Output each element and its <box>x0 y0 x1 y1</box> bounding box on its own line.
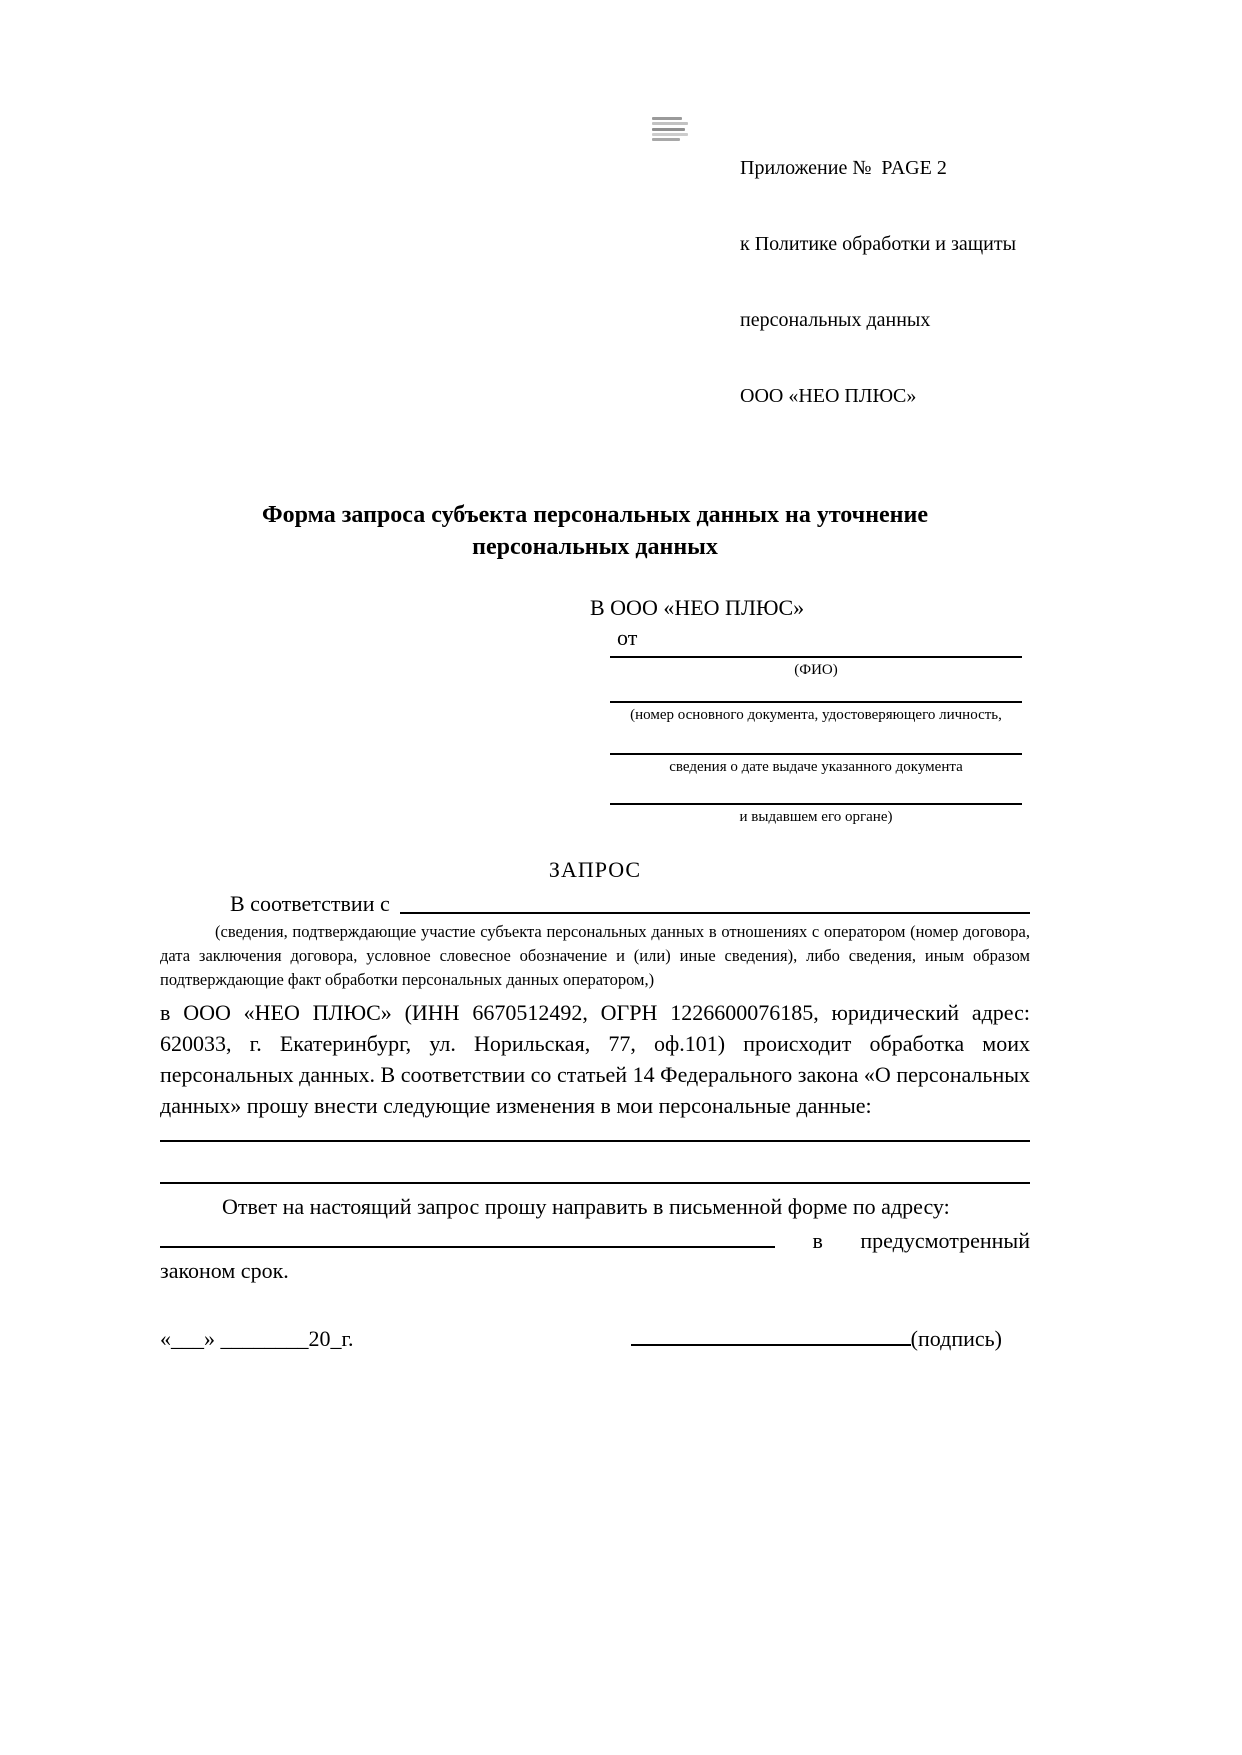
document-number-blank-line <box>610 680 1022 703</box>
addressee-to: В ООО «НЕО ПЛЮС» <box>590 594 805 620</box>
appendix-block <box>740 105 1030 460</box>
issue-date-caption: сведения о дате выдаче указанного документа <box>669 759 963 776</box>
reply-word-term: предусмотренный <box>860 1227 1030 1253</box>
signature-blank-line <box>631 1322 911 1346</box>
issuing-authority-caption: и выдавшем его органе) <box>739 809 893 826</box>
issuing-authority-blank-line <box>610 777 1022 805</box>
request-heading: ЗАПРОС <box>548 856 642 882</box>
date-blank-text: «___» ________20_г. <box>160 1325 354 1351</box>
appendix-line-4: ООО «НЕО ПЛЮС» <box>740 385 917 408</box>
footnote-text: (сведения, подтверждающие участие субъекта персональных данных в отношениях с оператором (номер договора, дата заключения договора, условное словесное обозначение и (или) иные сведения), либо сведения, иным образом подтверждающие факт обработки персональных данных оператором,) <box>160 921 1030 989</box>
signature-caption: (подпись) <box>910 1325 1002 1351</box>
accordance-prefix: В соответствии с <box>230 890 390 916</box>
document-title: Форма запроса субъекта персональных данных на уточнение персональных данных <box>262 502 928 560</box>
changes-blank-line-2 <box>160 1142 1030 1184</box>
fio-field <box>610 651 1022 680</box>
reply-word-in: в <box>812 1227 823 1253</box>
request-body-text: в ООО «НЕО ПЛЮС» (ИНН 6670512492, ОГРН 1226600076185, юридический адрес: 620033, г. Екатеринбург, ул. Норильская, 77, оф.101) происходит обработка моих персональных данных. В соответствии со статьей 14 Федерального закона «О персональных данных» прошу внести следующие изменения в мои персональные данные: <box>160 999 1030 1119</box>
reply-address-line <box>160 1222 1030 1254</box>
issue-date-field <box>610 724 1022 777</box>
appendix-line-1: Приложение № PAGE 2 <box>740 156 947 179</box>
document-number-caption: (номер основного документа, удостоверяющего личность, <box>630 706 1002 723</box>
appendix-header <box>160 105 1030 460</box>
fio-caption: (ФИО) <box>794 661 838 678</box>
address-blank-line <box>160 1222 775 1248</box>
document-number-field <box>610 680 1022 725</box>
appendix-line-3: персональных данных <box>740 309 931 332</box>
signature-row <box>160 1322 1030 1352</box>
addressee-from-label: от <box>617 624 638 650</box>
addressee-block <box>590 594 1022 827</box>
accordance-line <box>160 891 1030 917</box>
appendix-line-2: к Политике обработки и защиты <box>740 232 1017 255</box>
field-code-marker-icon <box>652 117 688 141</box>
issue-date-blank-line <box>610 724 1022 755</box>
changes-blank-line-1 <box>160 1122 1030 1142</box>
reply-address-text: Ответ на настоящий запрос прошу направить в письменной форме по адресу: <box>222 1193 950 1219</box>
accordance-blank-line <box>400 891 1030 914</box>
fio-blank-line <box>610 651 1022 658</box>
signature-group <box>631 1322 1002 1352</box>
issuing-authority-field <box>610 777 1022 827</box>
reply-term-text: законом срок. <box>160 1257 289 1283</box>
